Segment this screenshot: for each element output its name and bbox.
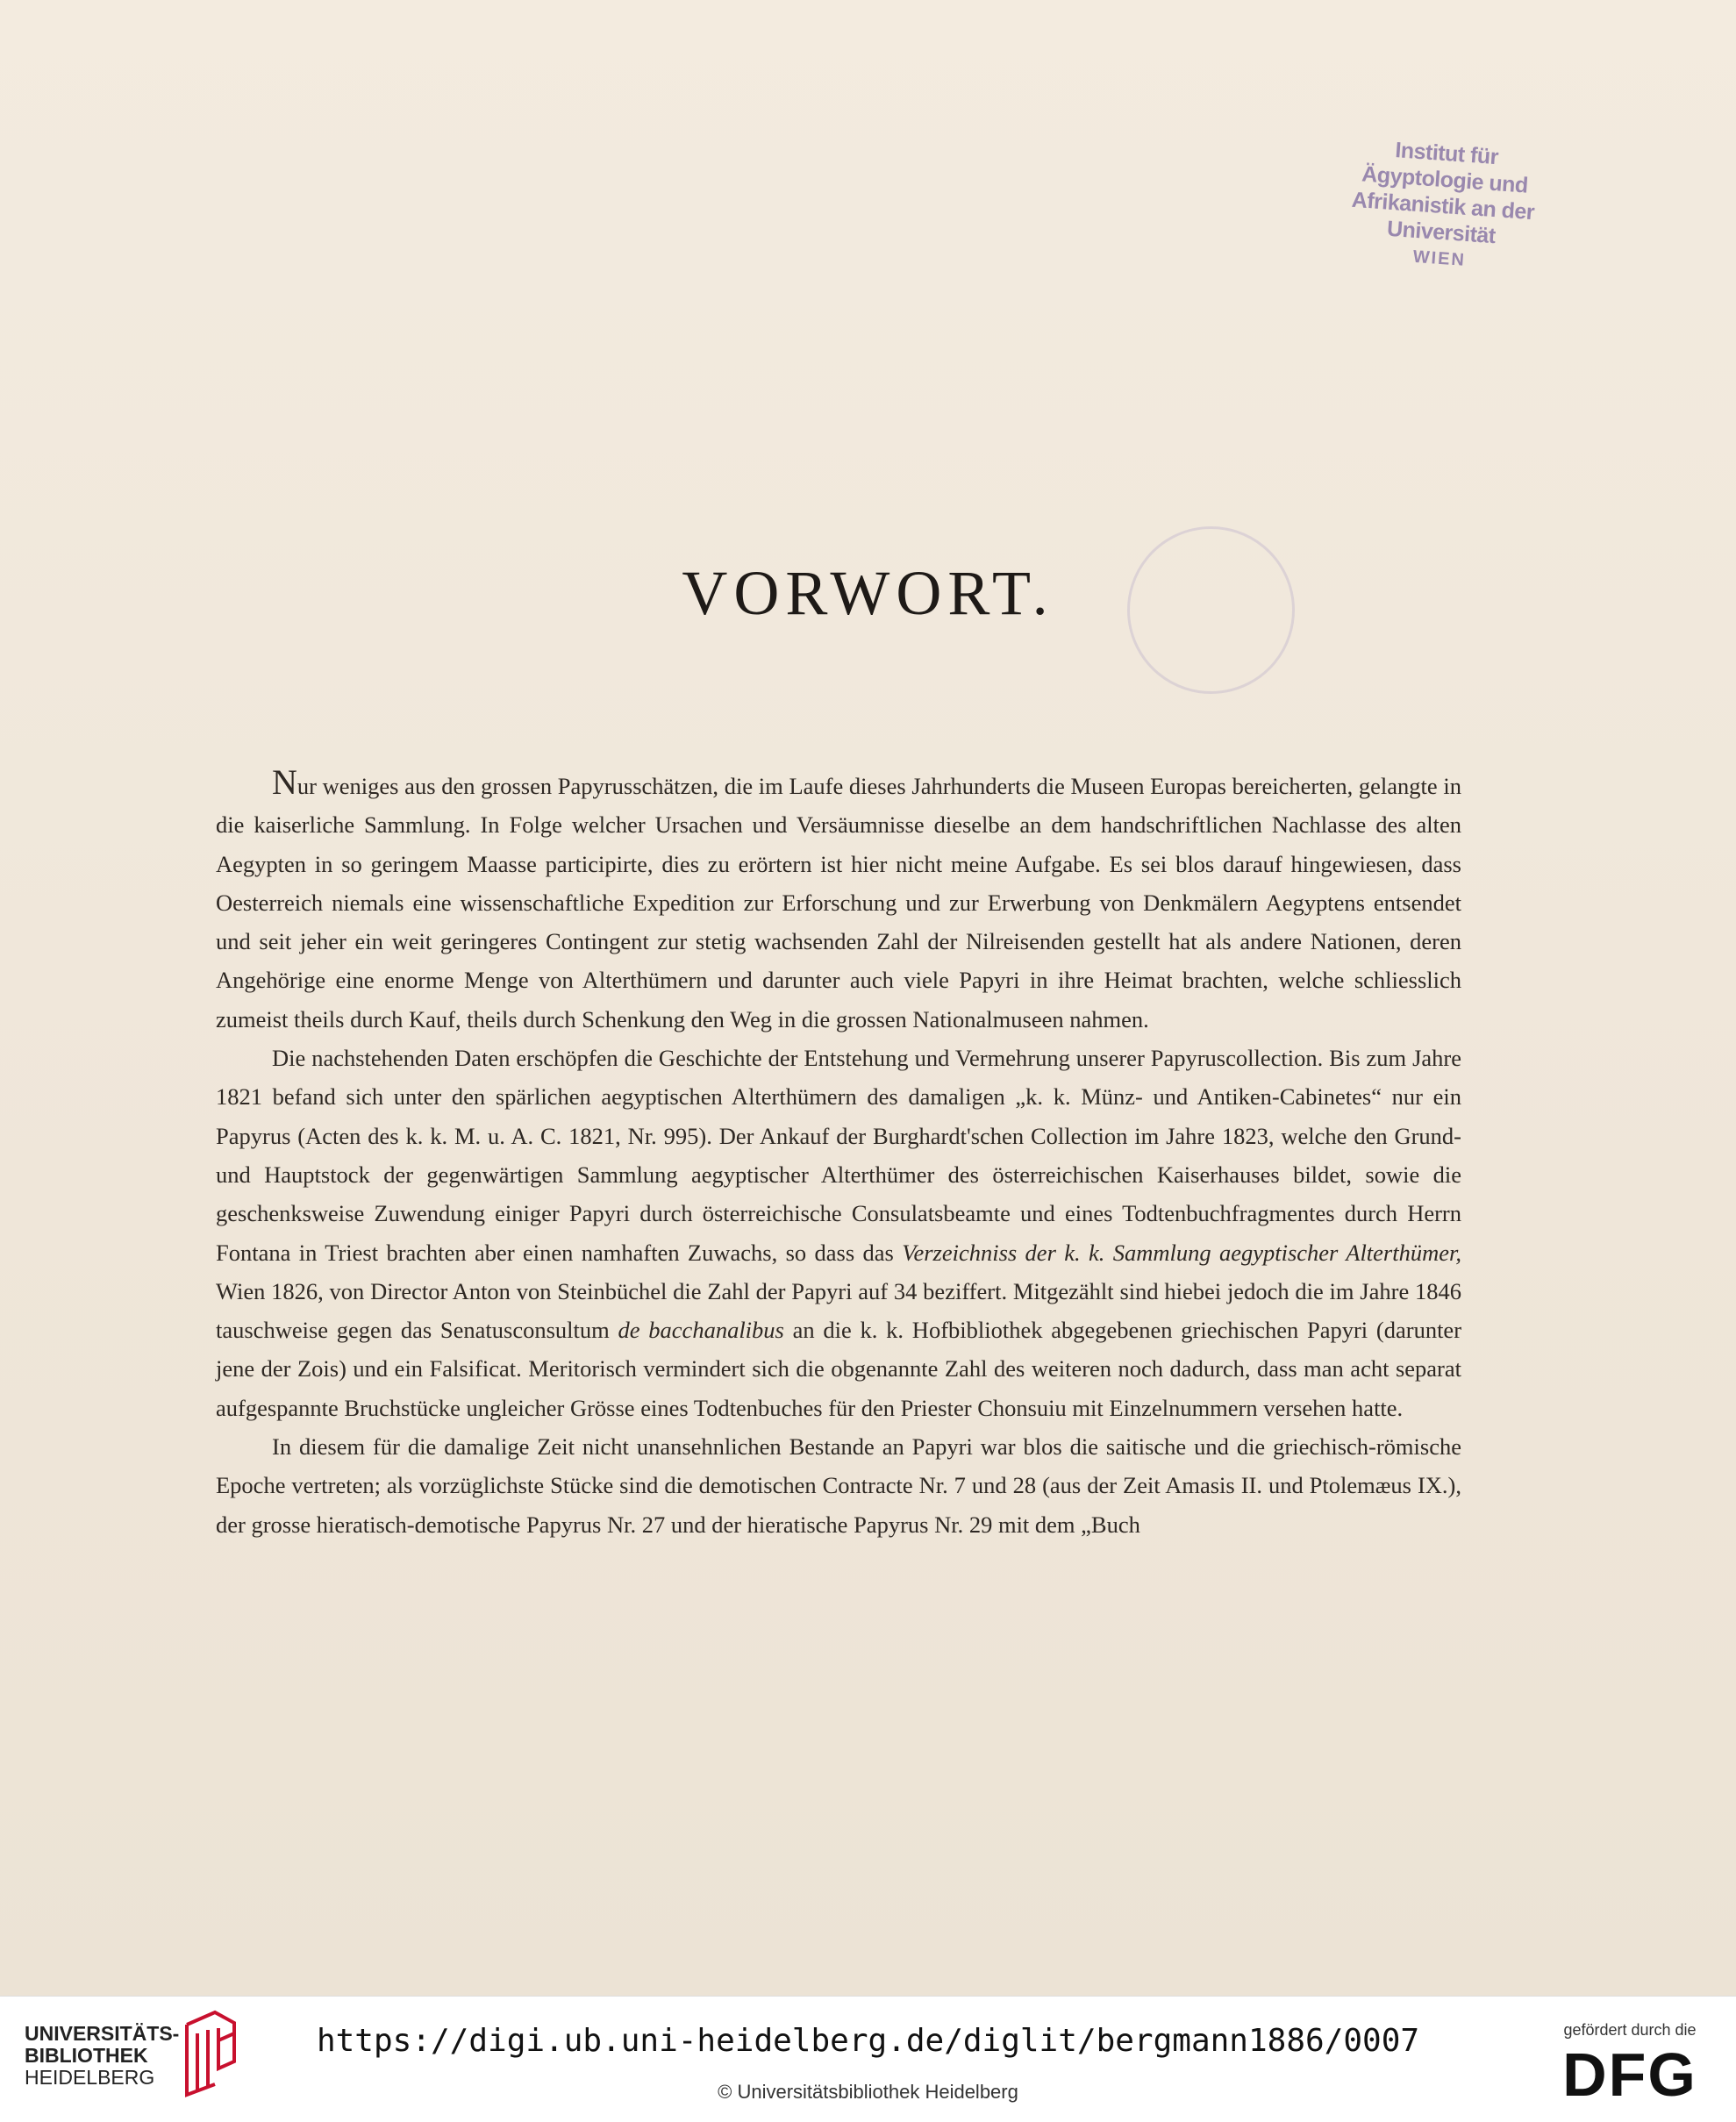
dfg-logo[interactable] xyxy=(1542,2021,1718,2110)
paragraph-3: In diesem für die damalige Zeit nicht unansehnlichen Bestande an Papyri war blos die saitische und die griechisch-römische Epoche vertreten; als vorzüglichste Stücke sind die demotischen Contracte Nr. 7 und 28 (aus der Zeit Amasis II. und Ptolemæus IX.), der grosse hieratisch-demotische Papyrus Nr. 27 und der hieratische Papyrus Nr. 29 mit dem „Buch xyxy=(216,1433,1461,1538)
stamp-line-1: Institut für Ägyptologie und xyxy=(1361,138,1529,198)
paragraph-1 xyxy=(216,763,1461,1039)
paragraph-2 xyxy=(216,1039,1461,1427)
footer-bar xyxy=(0,1996,1736,2122)
stamp-line-2: Afrikanistik an der Universität xyxy=(1350,187,1536,249)
paragraph-2-part-a: Die nachstehenden Daten erschöpfen die Geschichte der Entstehung und Vermehrung unserer Papyruscollection. Bis zum Jahre 1821 befand sich unter den spärlichen aegyptischen Alterthümern des damaligen „k. k. Münz- und Antiken-Cabinetes“ nur ein Papyrus (Acten des k. k. M. u. A. C. 1821, Nr. 995). Der Ankauf der Burghardt'schen Collection im Jahre 1823, welche den Grund- und Hauptstock der gegenwärtigen Sammlung aegyptischer Alterthümer des österreichischen Kaiserhauses bildet, sowie die geschenksweise Zuwendung einiger Papyri durch österreichische Consulatsbeamte und eines Todtenbuchfragmentes durch Herrn Fontana in Triest brachten aber einen namhaften Zuwachs, so dass das xyxy=(216,1045,1461,1266)
logo-line-1: UNIVERSITÄTS- xyxy=(25,2022,180,2045)
dfg-wordmark: DFG xyxy=(1562,2040,1697,2109)
logo-line-3: HEIDELBERG xyxy=(25,2066,155,2089)
italic-latin-reference: de bacchanalibus xyxy=(618,1317,784,1344)
paragraph-2-part-c: an die k. k. Hofbibliothek abgegebenen griechischen Papyri (darunter jene der Zois) und ein Falsificat. Meritorisch vermindert sich die obgenannte Zahl des weiteren noch dadurch, dass man acht separat aufgespannte Bruchstücke ungleicher Grösse eines Todtenbuches für den Priester Chonsuiu mit Einzelnummern versehen hatte. xyxy=(216,1317,1462,1421)
page-title: VORWORT. xyxy=(682,558,1054,628)
paragraph-1-text: ur weniges aus den grossen Papyrusschätzen, die im Laufe dieses Jahrhunderts die Museen Europas bereicherten, gelangte in die kaiserliche Sammlung. In Folge welcher Ursachen und Versäumnisse dieselbe an dem handschriftlichen Nachlasse des alten Aegypten in so geringem Maasse participirte, dies zu erörtern ist hier nicht meine Aufgabe. Es sei blos darauf hingewiesen, dass Oesterreich niemals eine wissenschaftliche Expedition zur Erforschung und zur Erwerbung von Denkmälern Aegyptens entsendet und seit jeher ein weit geringeres Contingent zur stetig wachsenden Zahl der Nilreisenden gestellt hat als andere Nationen, deren Angehörige eine enorme Menge von Alterthümern und darunter auch viele Papyri in ihre Heimat brachten, welche schliesslich zumeist theils durch Kauf, theils durch Schenkung den Weg in die grossen Nationalmuseen nahmen. xyxy=(216,773,1461,1032)
body-text xyxy=(216,763,1461,1544)
italic-title-reference: Verzeichniss der k. k. Sammlung aegyptischer Alterthümer, xyxy=(902,1239,1462,1266)
permalink-url[interactable]: https://digi.ub.uni-heidelberg.de/diglit/bergmann1886/0007 xyxy=(316,2023,1420,2059)
logo-line-2: BIBLIOTHEK xyxy=(25,2044,148,2067)
paragraph-2-part-b: Wien 1826, von Director Anton von Steinbüchel die Zahl der Papyri auf 34 beziffert. Mitgezählt sind hiebei jedoch die im Jahre 1846 tauschweise gegen das Senatusconsultum xyxy=(216,1277,1461,1344)
library-stamp xyxy=(1329,132,1557,279)
dfg-tagline: gefördert durch die xyxy=(1563,2021,1697,2039)
copyright-notice: © Universitätsbibliothek Heidelberg xyxy=(718,2081,1018,2103)
stamp-line-3: WIEN xyxy=(1412,246,1467,270)
drop-cap: N xyxy=(272,762,297,802)
